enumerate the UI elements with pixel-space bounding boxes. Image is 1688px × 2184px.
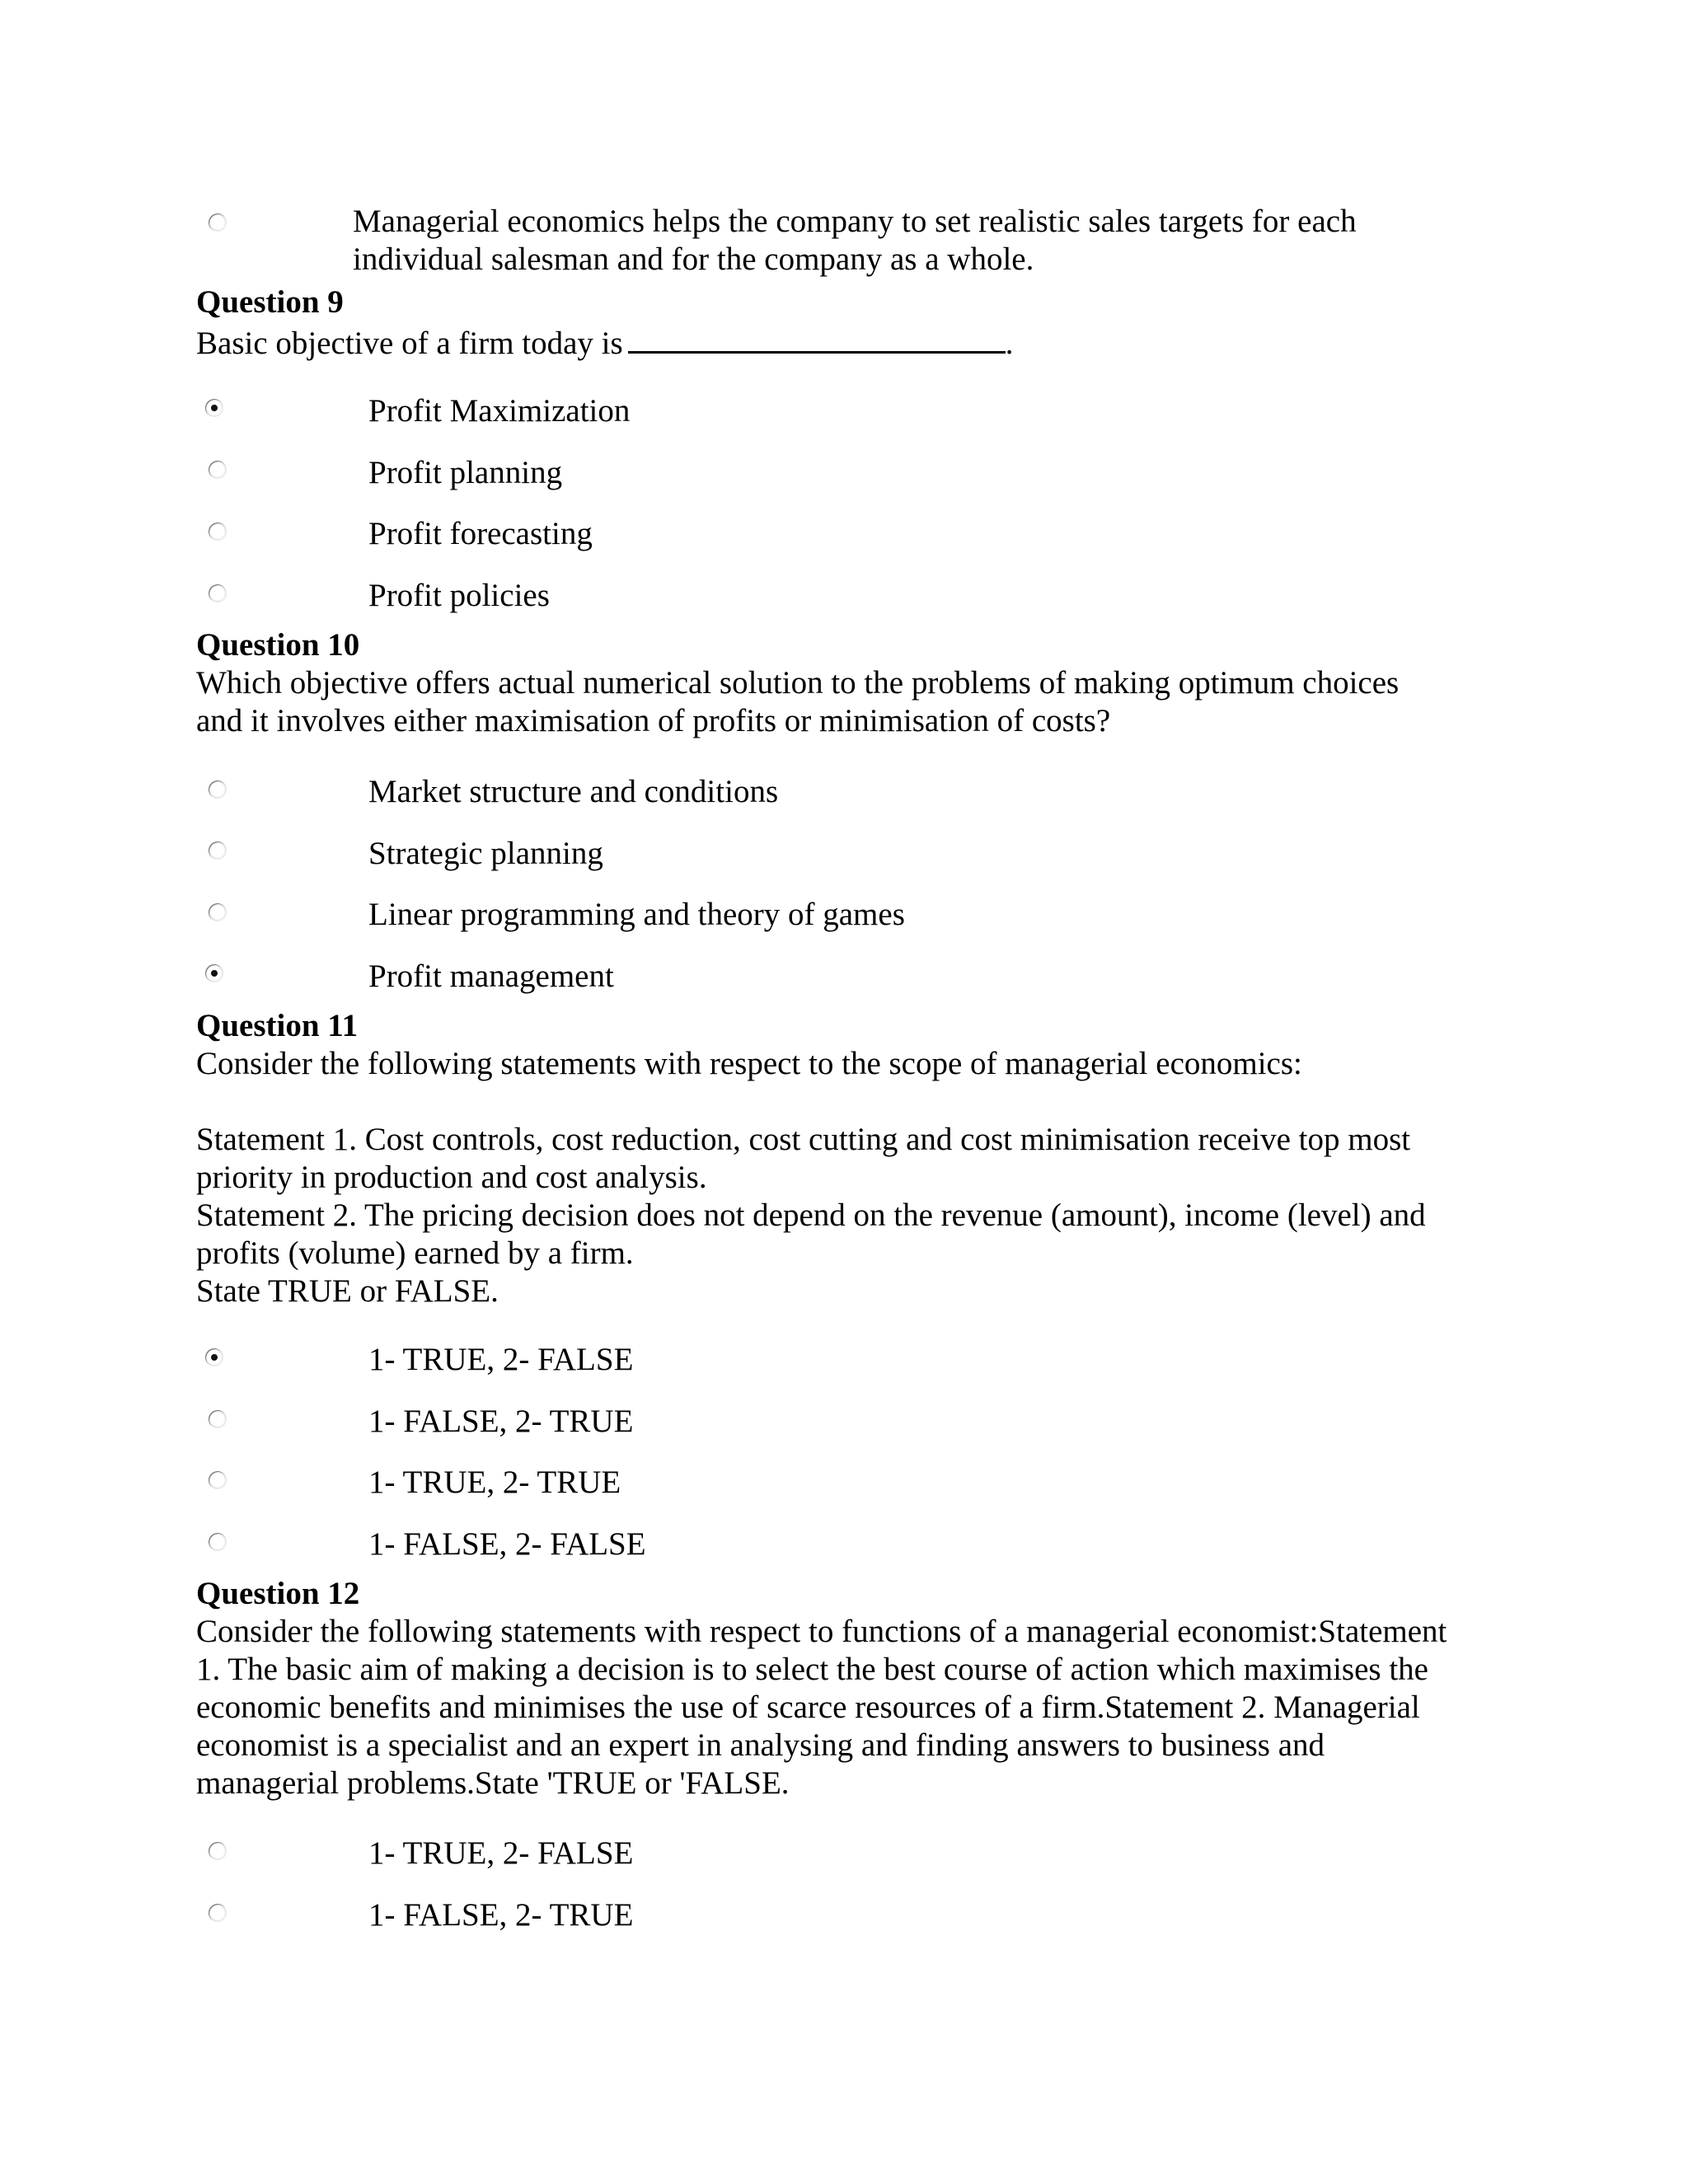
q10-title: Question 10: [196, 627, 360, 663]
q12-option-1-radio[interactable]: [209, 1842, 227, 1860]
q8-option-4-label-line2: individual salesman and for the company as a whole.: [353, 241, 1034, 277]
q11-instruction: State TRUE or FALSE.: [196, 1273, 499, 1309]
q9-question-period: .: [1005, 326, 1014, 361]
q9-title: Question 9: [196, 284, 344, 320]
q11-statement2-line2: profits (volume) earned by a firm.: [196, 1235, 634, 1271]
q11-option-2-label: 1- FALSE, 2- TRUE: [368, 1404, 634, 1439]
q9-option-2-label: Profit planning: [368, 455, 563, 490]
q9-option-4-label: Profit policies: [368, 578, 550, 613]
q10-option-1-label: Market structure and conditions: [368, 774, 779, 809]
q11-option-3-radio[interactable]: [209, 1471, 227, 1489]
q12-option-2-label: 1- FALSE, 2- TRUE: [368, 1897, 634, 1933]
q12-option-1-label: 1- TRUE, 2- FALSE: [368, 1835, 634, 1871]
q10-option-1-radio[interactable]: [209, 780, 227, 799]
q9-option-1-radio[interactable]: [205, 399, 223, 417]
q11-statement1-line1: Statement 1. Cost controls, cost reduction, cost cutting and cost minimisation receive top most: [196, 1122, 1411, 1157]
q11-option-2-radio[interactable]: [209, 1410, 227, 1428]
q10-question-text-line2: and it involves either maximisation of profits or minimisation of costs?: [196, 703, 1111, 738]
q10-option-4-label: Profit management: [368, 958, 614, 994]
q9-option-3-radio[interactable]: [209, 523, 227, 541]
q11-option-4-label: 1- FALSE, 2- FALSE: [368, 1526, 646, 1562]
q12-option-2-radio[interactable]: [209, 1904, 227, 1922]
q10-option-2-radio[interactable]: [209, 841, 227, 860]
q9-question-text-main: Basic objective of a firm today is: [196, 326, 623, 361]
q12-title: Question 12: [196, 1576, 360, 1611]
q11-option-1-label: 1- TRUE, 2- FALSE: [368, 1342, 634, 1377]
q12-question-text-line2: 1. The basic aim of making a decision is to select the best course of action which maximises the: [196, 1652, 1428, 1687]
q11-option-1-radio[interactable]: [205, 1348, 223, 1366]
q9-question-text: [196, 321, 1013, 363]
q10-question-text-line1: Which objective offers actual numerical solution to the problems of making optimum choices: [196, 665, 1400, 701]
q12-question-text-line1: Consider the following statements with respect to functions of a managerial economist:Statement: [196, 1614, 1447, 1649]
q8-option-4-label-line1: Managerial economics helps the company to set realistic sales targets for each: [353, 204, 1357, 239]
q10-option-3-radio[interactable]: [209, 903, 227, 921]
q9-option-3-label: Profit forecasting: [368, 516, 593, 551]
q10-option-3-label: Linear programming and theory of games: [368, 897, 905, 932]
q12-question-text-line5: managerial problems.State 'TRUE or 'FALSE.: [196, 1765, 790, 1801]
q11-option-4-radio[interactable]: [209, 1533, 227, 1551]
q9-option-4-radio[interactable]: [209, 584, 227, 602]
q12-question-text-line3: economic benefits and minimises the use of scarce resources of a firm.Statement 2. Managerial: [196, 1690, 1420, 1725]
q11-statement2-line1: Statement 2. The pricing decision does not depend on the revenue (amount), income (level) and: [196, 1197, 1426, 1233]
q10-option-2-label: Strategic planning: [368, 836, 603, 871]
q9-option-1-label: Profit Maximization: [368, 393, 631, 429]
q10-option-4-radio[interactable]: [205, 964, 223, 982]
q11-title: Question 11: [196, 1008, 359, 1043]
q11-option-3-label: 1- TRUE, 2- TRUE: [368, 1465, 621, 1500]
q9-fill-in-blank: [628, 321, 1006, 354]
q9-option-2-radio[interactable]: [209, 461, 227, 479]
q11-question-intro: Consider the following statements with respect to the scope of managerial economics:: [196, 1046, 1302, 1081]
q12-question-text-line4: economist is a specialist and an expert in analysing and finding answers to business and: [196, 1727, 1325, 1763]
q8-option-4-radio[interactable]: [209, 213, 227, 232]
q11-statement1-line2: priority in production and cost analysis.: [196, 1160, 707, 1195]
